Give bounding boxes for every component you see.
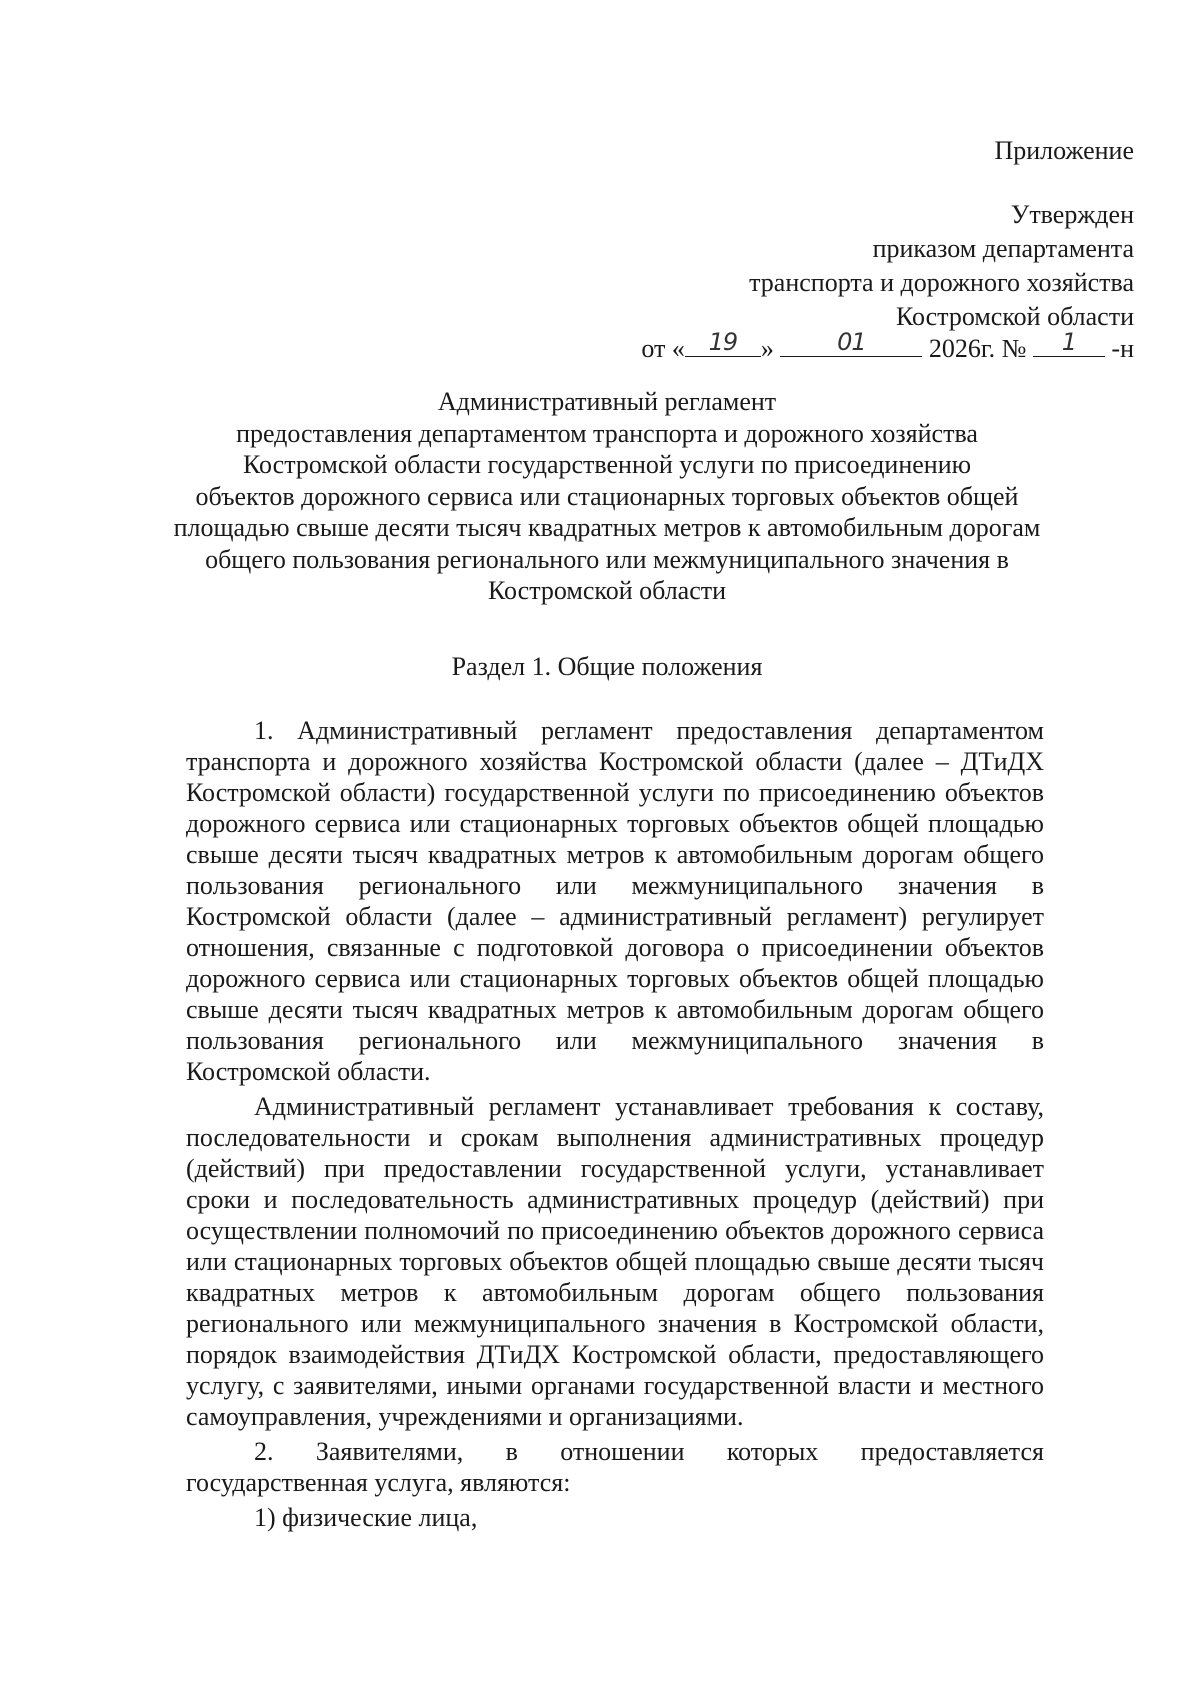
appendix-label: Приложение bbox=[994, 136, 1134, 165]
order-year-number-label: 2026г. № bbox=[928, 334, 1027, 363]
order-day-field bbox=[685, 330, 761, 357]
approval-line: Утвержден bbox=[1010, 200, 1134, 229]
paragraph: 1) физические лица, bbox=[254, 1503, 478, 1532]
approval-line: Костромской области bbox=[895, 302, 1134, 331]
title-line: общего пользования регионального или межмуниципального значения в bbox=[205, 544, 1009, 574]
order-mid: » bbox=[760, 334, 774, 363]
title-line: предоставления департаментом транспорта и дорожного хозяйства bbox=[236, 418, 978, 448]
order-date-line bbox=[641, 330, 1134, 366]
document-title bbox=[170, 386, 1044, 607]
paragraph: 1. Административный регламент предоставления департаментом транспорта и дорожного хозяйства Костромской области (далее – ДТиДХ Костромской области) государственной услуги по присоединению объектов дорожного сервиса или стационарных торговых объектов общей площадью свыше десяти тысяч квадратных метров к автомобильным дорогам общего пользования регионального или межмуниципального значения в Костромской области (далее – административный регламент) регулирует отношения, связанные с подготовкой договора о присоединении объектов дорожного сервиса или стационарных торговых объектов общей площадью свыше десяти тысяч квадратных метров к автомобильным дорогам общего пользования регионального или межмуниципального значения в Костромской области. bbox=[186, 716, 1044, 1086]
order-day-handwritten: 19 bbox=[708, 328, 738, 356]
title-line: Костромской области государственной услуги по присоединению bbox=[242, 450, 972, 479]
paragraph: 2. Заявителями, в отношении которых предоставляется государственная услуга, являются: bbox=[186, 1437, 1044, 1497]
section-heading: Раздел 1. Общие положения bbox=[451, 652, 763, 681]
order-month-field bbox=[780, 330, 922, 357]
body-text bbox=[186, 715, 1044, 1537]
title-line: Административный регламент bbox=[437, 387, 777, 416]
order-suffix: -н bbox=[1111, 334, 1134, 363]
title-line: объектов дорожного сервиса или стационарных торговых объектов общей bbox=[195, 481, 1019, 511]
paragraph: Административный регламент устанавливает требования к составу, последовательности и срокам выполнения административных процедур (действий) при предоставлении государственной услуги, устанавливает сроки и последовательность административных процедур (действий) при осуществлении полномочий по присоединению объектов дорожного сервиса или стационарных торговых объектов общей площадью свыше десяти тысяч квадратных метров к автомобильным дорогам общего пользования регионального или межмуниципального значения в Костромской области, порядок взаимодействия ДТиДХ Костромской области, предоставляющего услугу, с заявителями, иными органами государственной власти и местного самоуправления, учреждениями и организациями. bbox=[186, 1092, 1044, 1431]
title-line: Костромской области bbox=[487, 576, 727, 605]
order-number-handwritten: 1 bbox=[1061, 328, 1077, 356]
order-prefix: от « bbox=[641, 334, 685, 363]
title-line: площадью свыше десяти тысяч квадратных метров к автомобильным дорогам bbox=[173, 513, 1041, 542]
approval-line: приказом департамента bbox=[872, 234, 1134, 263]
order-month-handwritten: 01 bbox=[837, 328, 866, 356]
approval-line: транспорта и дорожного хозяйства bbox=[749, 268, 1134, 297]
approval-block bbox=[749, 198, 1134, 334]
order-number-field bbox=[1033, 330, 1105, 357]
